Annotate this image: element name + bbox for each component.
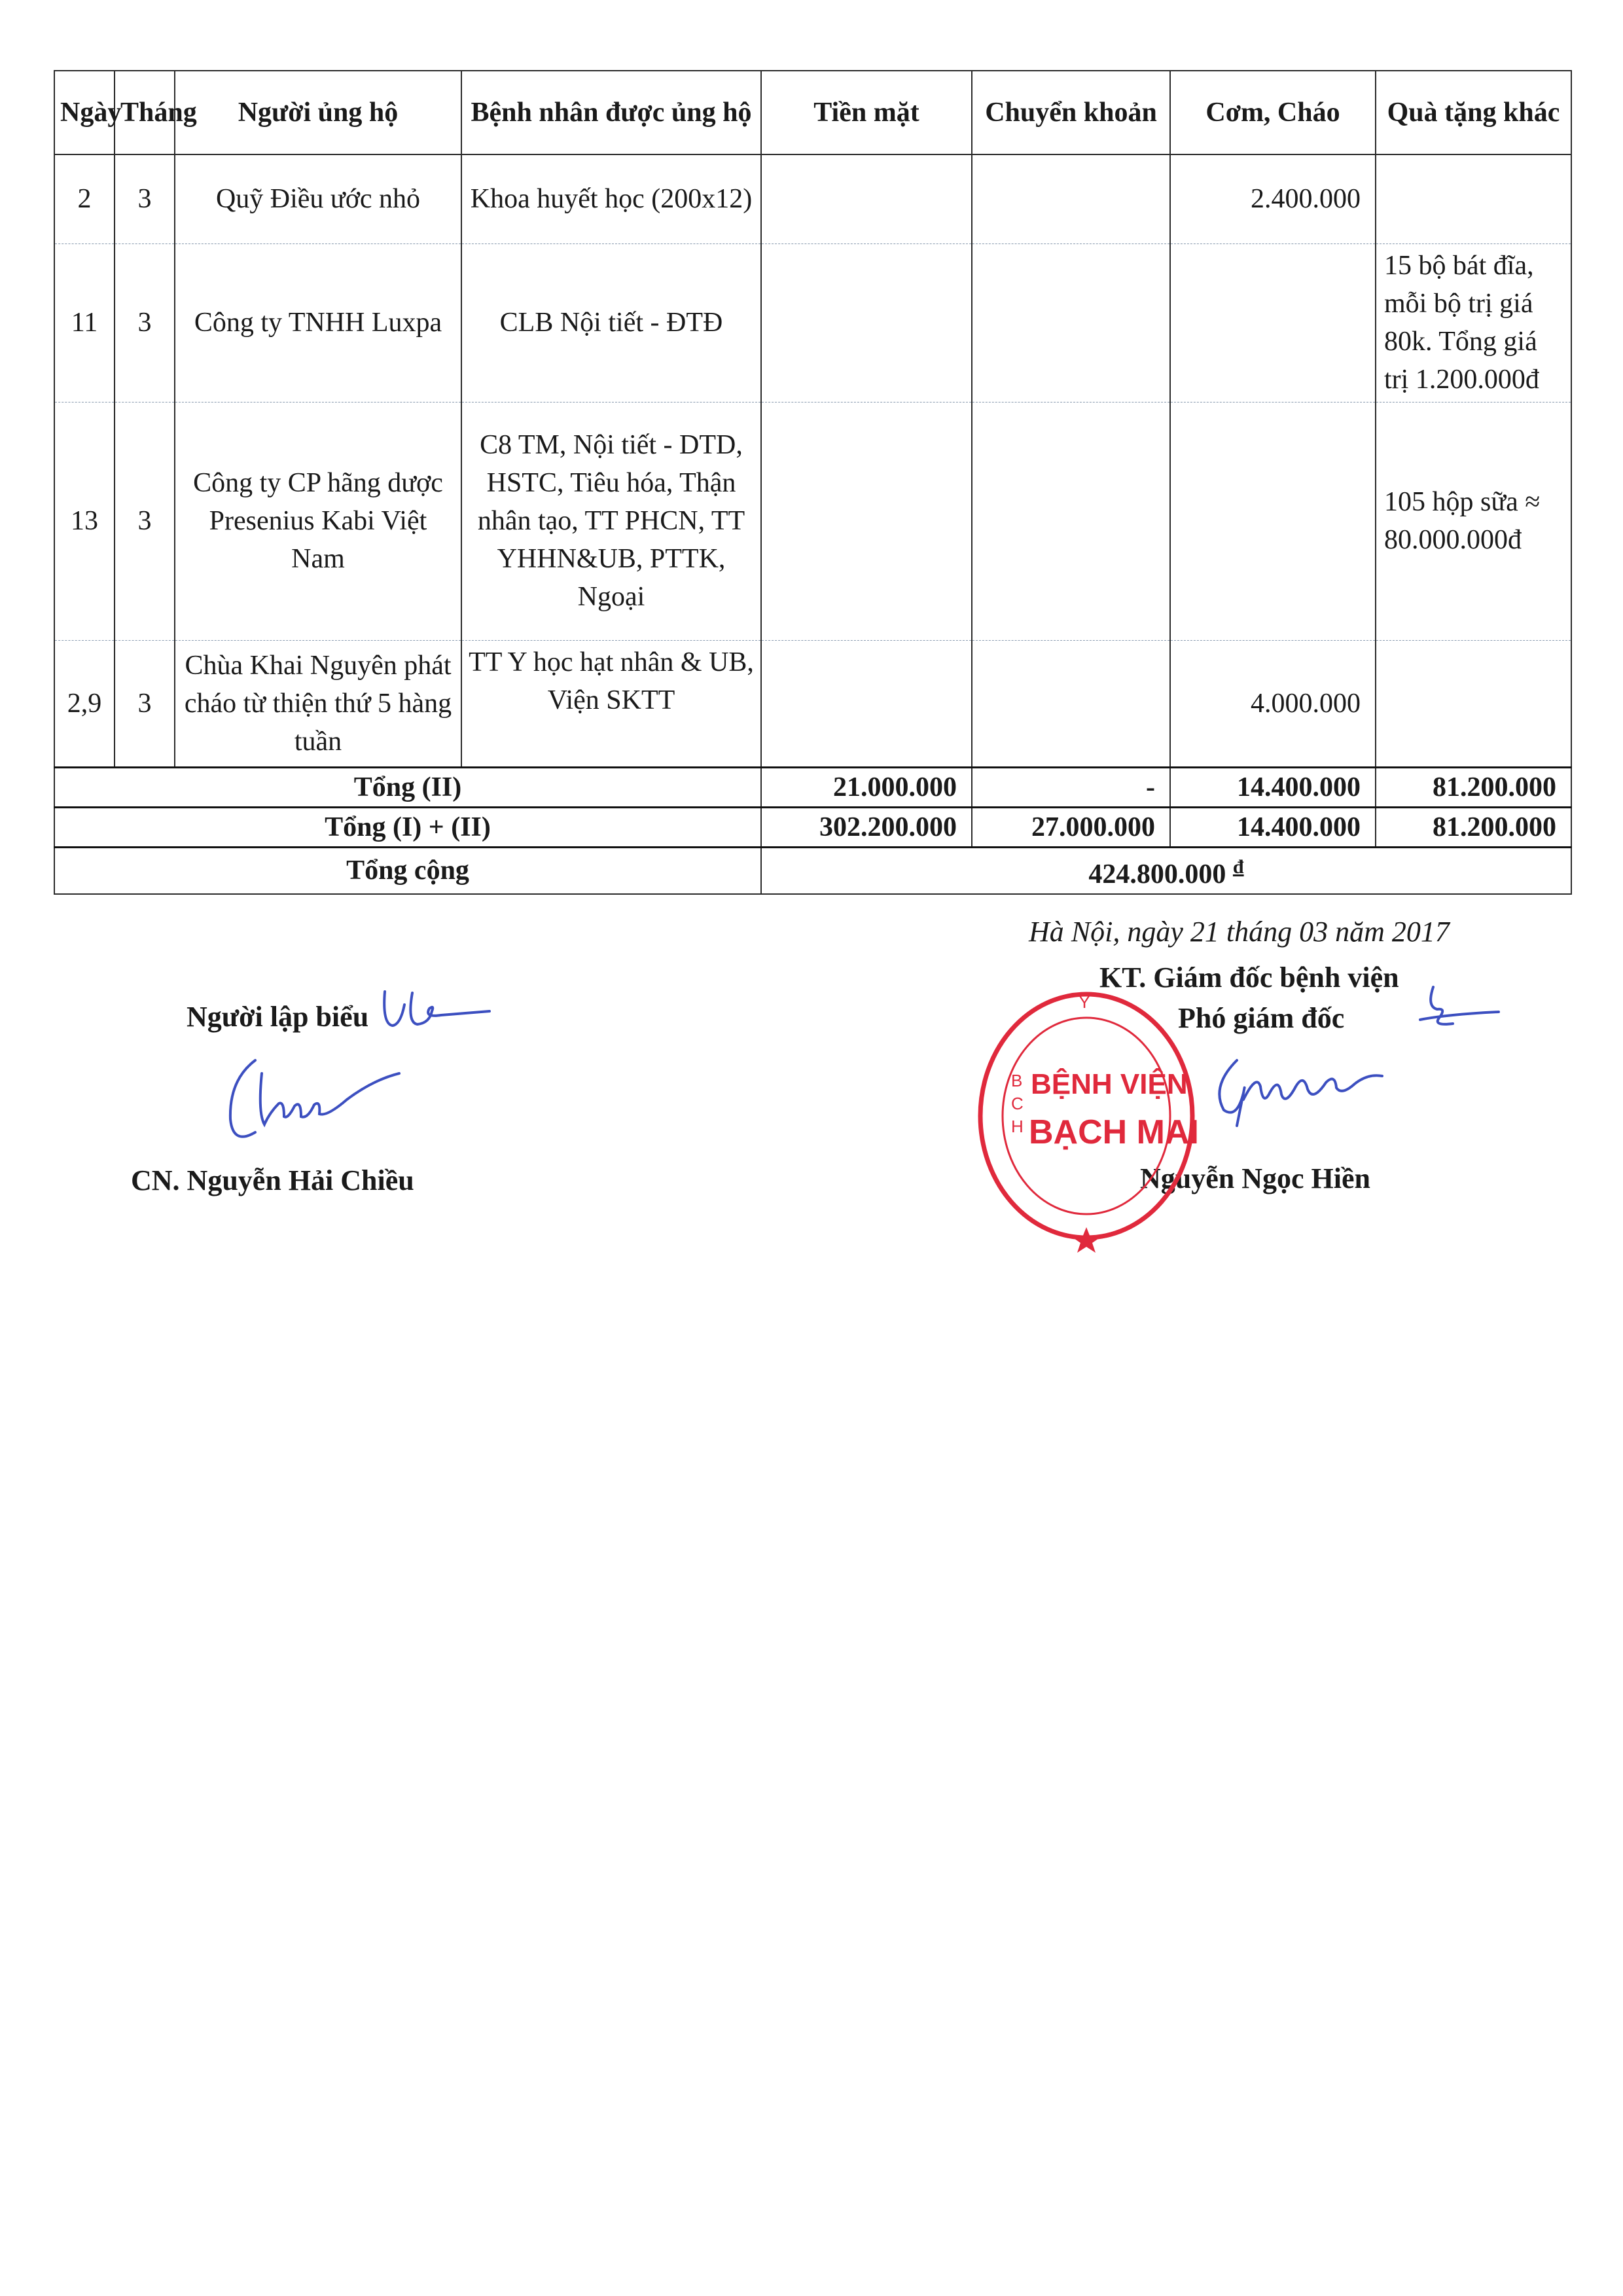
total-i-ii-meals: 14.400.000 [1170, 807, 1376, 847]
table-row [54, 154, 1571, 243]
total-ii-other-gifts: 81.200.000 [1376, 767, 1571, 807]
header-donor: Người ủng hộ [175, 71, 461, 154]
place-date: Hà Nội, ngày 21 tháng 03 năm 2017 [1029, 916, 1450, 948]
cell-patients: Khoa huyết học (200x12) [461, 154, 761, 243]
cell-transfer [972, 402, 1170, 640]
cell-cash [761, 243, 972, 402]
header-month: Tháng [115, 71, 175, 154]
cell-day: 2 [54, 154, 115, 243]
cell-transfer [972, 243, 1170, 402]
cell-patients: CLB Nội tiết - ĐTĐ [461, 243, 761, 402]
cell-donor: Công ty TNHH Luxpa [175, 243, 461, 402]
left-name: CN. Nguyễn Hải Chiều [131, 1164, 414, 1196]
table-row [54, 640, 1571, 767]
cell-transfer [972, 154, 1170, 243]
right-title-1: KT. Giám đốc bệnh viện [1099, 961, 1399, 994]
grand-total-value: 424.800.000 [1088, 859, 1226, 889]
cell-patients: C8 TM, Nội tiết - DTD, HSTC, Tiêu hóa, Thận nhân tạo, TT PHCN, TT YHHN&UB, PTTK, Ngoại [461, 402, 761, 640]
header-cash: Tiền mặt [761, 71, 972, 154]
cell-month: 3 [115, 402, 175, 640]
header-transfer: Chuyển khoản [972, 71, 1170, 154]
header-day: Ngày [54, 71, 115, 154]
cell-patients: TT Y học hạt nhân & UB, Viện SKTT [461, 640, 761, 767]
cell-month: 3 [115, 154, 175, 243]
total-ii-row [54, 767, 1571, 807]
seal-line-2: BẠCH MAI [1029, 1113, 1199, 1151]
header-other-gifts: Quà tặng khác [1376, 71, 1571, 154]
total-i-ii-label: Tổng (I) + (II) [54, 807, 761, 847]
cell-other-gifts [1376, 640, 1571, 767]
table-row [54, 243, 1571, 402]
cell-transfer [972, 640, 1170, 767]
header-row [54, 71, 1571, 154]
svg-text:B: B [1011, 1071, 1023, 1090]
total-i-ii-row [54, 807, 1571, 847]
donation-table [54, 70, 1572, 895]
signature-right-icon [1198, 1047, 1394, 1145]
signature-left-icon [216, 1054, 406, 1152]
grand-total-row [54, 847, 1571, 894]
initials-right-icon [1407, 980, 1505, 1039]
total-ii-label: Tổng (II) [54, 767, 761, 807]
cell-cash [761, 402, 972, 640]
total-ii-meals: 14.400.000 [1170, 767, 1376, 807]
total-ii-transfer: - [972, 767, 1170, 807]
cell-other-gifts: 105 hộp sữa ≈ 80.000.000đ [1376, 402, 1571, 640]
left-title: Người lập biểu [187, 1001, 369, 1033]
cell-cash [761, 154, 972, 243]
cell-month: 3 [115, 640, 175, 767]
cell-donor: Công ty CP hãng dược Presenius Kabi Việt Nam [175, 402, 461, 640]
grand-total-currency: đ [1232, 855, 1244, 878]
cell-day: 2,9 [54, 640, 115, 767]
cell-meals [1170, 402, 1376, 640]
table-row [54, 402, 1571, 640]
svg-text:H: H [1011, 1117, 1024, 1136]
total-i-ii-transfer: 27.000.000 [972, 807, 1170, 847]
total-i-ii-cash: 302.200.000 [761, 807, 972, 847]
total-i-ii-other-gifts: 81.200.000 [1376, 807, 1571, 847]
right-name: Nguyễn Ngọc Hiền [1140, 1162, 1370, 1194]
cell-meals: 4.000.000 [1170, 640, 1376, 767]
cell-donor: Chùa Khai Nguyên phát cháo từ thiện thứ 5 hàng tuần [175, 640, 461, 767]
cell-other-gifts: 15 bộ bát đĩa, mỗi bộ trị giá 80k. Tổng giá trị 1.200.000đ [1376, 243, 1571, 402]
grand-total-label: Tổng cộng [54, 847, 761, 894]
header-meals: Cơm, Cháo [1170, 71, 1376, 154]
cell-month: 3 [115, 243, 175, 402]
initials-left-icon [378, 985, 496, 1041]
cell-meals: 2.400.000 [1170, 154, 1376, 243]
total-ii-cash: 21.000.000 [761, 767, 972, 807]
cell-meals [1170, 243, 1376, 402]
svg-text:Y: Y [1079, 992, 1090, 1012]
svg-text:C: C [1011, 1094, 1024, 1113]
cell-day: 11 [54, 243, 115, 402]
cell-day: 13 [54, 402, 115, 640]
seal-line-1: BỆNH VIỆN [1031, 1068, 1188, 1100]
cell-other-gifts [1376, 154, 1571, 243]
grand-total-value-cell [761, 847, 1571, 894]
right-title-2: Phó giám đốc [1178, 1002, 1345, 1034]
header-patients: Bệnh nhân được ủng hộ [461, 71, 761, 154]
cell-donor: Quỹ Điều ước nhỏ [175, 154, 461, 243]
cell-cash [761, 640, 972, 767]
